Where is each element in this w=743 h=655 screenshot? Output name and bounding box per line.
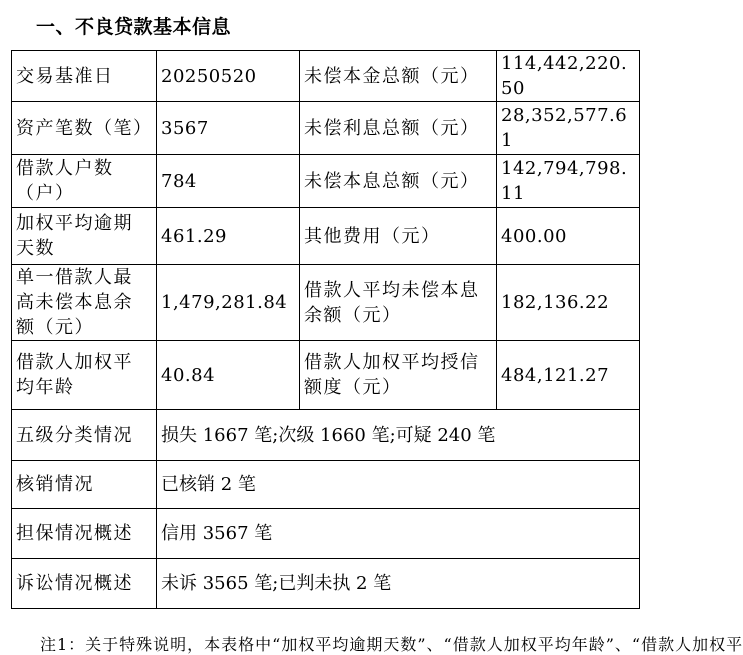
label-classification: 五级分类情况: [12, 410, 157, 461]
label-weighted-overdue-days: 加权平均逾期天数: [12, 208, 157, 265]
label-litigation: 诉讼情况概述: [12, 559, 157, 609]
value-avg-balance: 182,136.22: [497, 265, 640, 341]
value-write-off: 已核销 2 笔: [157, 461, 640, 509]
table-row: [12, 102, 640, 155]
label-borrower-count: 借款人户数（户）: [12, 155, 157, 208]
value-unpaid-principal-total: 114,442,220.50: [497, 51, 640, 102]
label-guarantee: 担保情况概述: [12, 509, 157, 559]
label-unpaid-total: 未偿本息总额（元）: [300, 155, 497, 208]
value-max-single-balance: 1,479,281.84: [157, 265, 300, 341]
value-guarantee: 信用 3567 笔: [157, 509, 640, 559]
section-heading: 一、不良贷款基本信息: [36, 16, 232, 38]
table-row: [12, 461, 640, 509]
value-other-fees: 400.00: [497, 208, 640, 265]
label-unpaid-interest-total: 未偿利息总额（元）: [300, 102, 497, 155]
label-weighted-age: 借款人加权平均年龄: [12, 341, 157, 410]
value-litigation: 未诉 3565 笔;已判未执 2 笔: [157, 559, 640, 609]
label-asset-count: 资产笔数（笔）: [12, 102, 157, 155]
label-unpaid-principal-total: 未偿本金总额（元）: [300, 51, 497, 102]
table-row: [12, 51, 640, 102]
value-weighted-overdue-days: 461.29: [157, 208, 300, 265]
table-row: [12, 208, 640, 265]
value-unpaid-total: 142,794,798.11: [497, 155, 640, 208]
table-row: [12, 341, 640, 410]
value-trade-base-date: 20250520: [157, 51, 300, 102]
table-row: [12, 410, 640, 461]
value-borrower-count: 784: [157, 155, 300, 208]
label-weighted-credit-limit: 借款人加权平均授信额度（元）: [300, 341, 497, 410]
table-row: [12, 559, 640, 609]
value-classification: 损失 1667 笔;次级 1660 笔;可疑 240 笔: [157, 410, 640, 461]
value-weighted-credit-limit: 484,121.27: [497, 341, 640, 410]
value-weighted-age: 40.84: [157, 341, 300, 410]
label-write-off: 核销情况: [12, 461, 157, 509]
label-other-fees: 其他费用（元）: [300, 208, 497, 265]
label-max-single-balance: 单一借款人最高未偿本息余额（元）: [12, 265, 157, 341]
label-avg-balance: 借款人平均未偿本息余额（元）: [300, 265, 497, 341]
table-row: [12, 509, 640, 559]
label-trade-base-date: 交易基准日: [12, 51, 157, 102]
table-row: [12, 155, 640, 208]
loan-info-table: [11, 50, 640, 609]
value-asset-count: 3567: [157, 102, 300, 155]
footnote: 注1：关于特殊说明，本表格中“加权平均逾期天数”、“借款人加权平均年龄”、“借款人加权平: [40, 635, 743, 654]
table-row: [12, 265, 640, 341]
value-unpaid-interest-total: 28,352,577.61: [497, 102, 640, 155]
